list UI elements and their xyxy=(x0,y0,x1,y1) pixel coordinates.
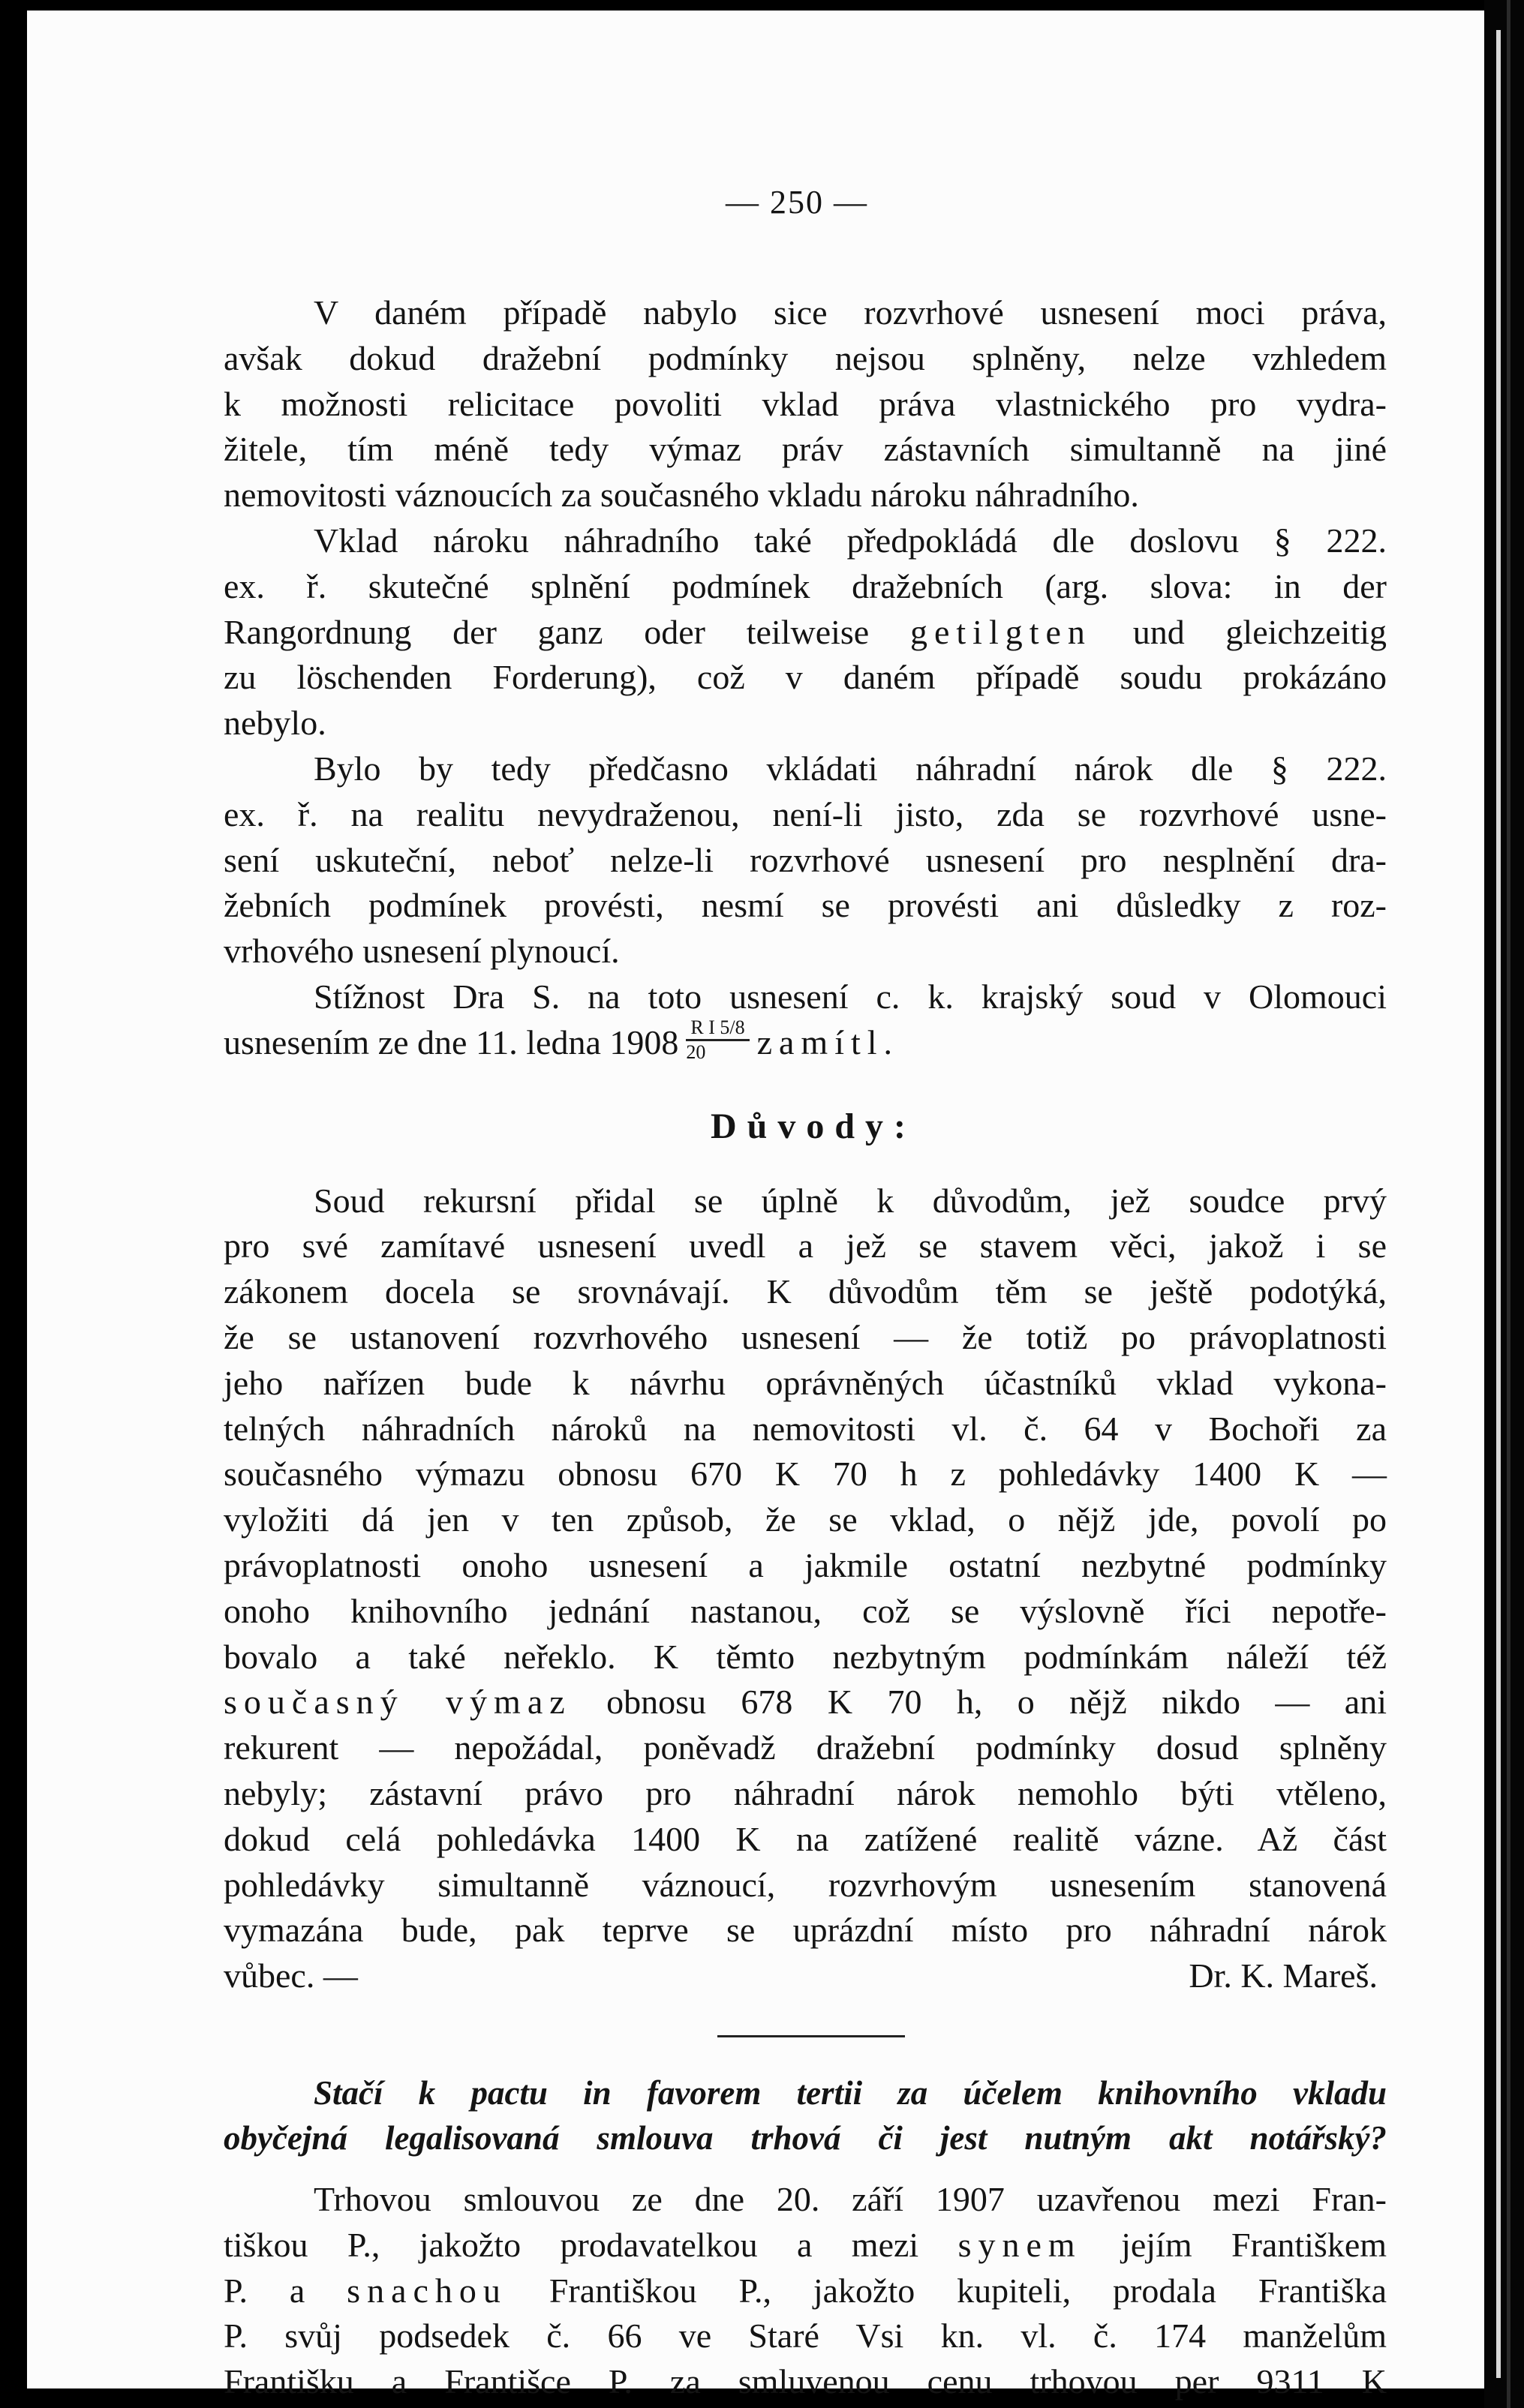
text-line: ex. ř. na realitu nevydraženou, není-li jisto, zda se rozvrhové usne- xyxy=(224,794,1387,833)
spaced-emphasis: současný výmaz xyxy=(224,1683,572,1722)
text-line: současného výmazu obnosu 670 K 70 h z pohledávky 1400 K — xyxy=(224,1455,1387,1494)
text-line: pohledávky simultanně váznoucí, rozvrhovým usnesením stanovená xyxy=(224,1865,1387,1904)
text-line: Stačí k pactu in favorem tertii za účelem knihovního vkladu xyxy=(314,2074,1387,2112)
text-line: nemovitosti váznoucích za současného vkladu nároku náhradního. xyxy=(224,476,1139,515)
spaced-emphasis: synem xyxy=(957,2225,1082,2264)
text-line: nebylo. xyxy=(224,704,326,743)
closing-text: vůbec. — xyxy=(224,1956,358,1995)
text-fragment: tiškou P., jakožto prodavatelkou a mezi xyxy=(224,2225,919,2264)
text-line: P. svůj podsedek č. 66 ve Staré Vsi kn. vl. č. 174 manželům xyxy=(224,2316,1387,2355)
text-line: nebyly; zástavní právo pro náhradní nárok nemohlo býti vtěleno, xyxy=(224,1774,1387,1813)
text-line: avšak dokud dražební podmínky nejsou splněny, nelze vzhledem xyxy=(224,338,1387,377)
text-line: Soud rekursní přidal se úplně k důvodům, jež soudce prvý xyxy=(314,1181,1387,1220)
text-fragment: jejím Františkem xyxy=(1121,2225,1387,2264)
spaced-emphasis: snachou xyxy=(347,2271,507,2310)
text-line: Bylo by tedy předčasno vkládati náhradní nárok dle § 222. xyxy=(314,749,1387,788)
scan-binding-edge xyxy=(1484,0,1524,2408)
text-line: zu löschenden Forderung), což v daném případě soudu prokázáno xyxy=(224,658,1387,697)
text-line: k možnosti relicitace povoliti vklad práva vlastnického pro vydra- xyxy=(224,384,1387,423)
text-line: žitele, tím méně tedy výmaz práv zástavních simultanně na jiné xyxy=(224,430,1387,469)
text-line: telných náhradních nároků na nemovitosti vl. č. 64 v Bochoři za xyxy=(224,1409,1387,1448)
text-line: Trhovou smlouvou ze dne 20. září 1907 uzavřenou mezi Fran- xyxy=(314,2180,1387,2219)
edge-line xyxy=(1496,30,1501,2378)
reasons-paragraph xyxy=(224,1178,1387,1954)
final-paragraph xyxy=(224,2177,1387,2405)
text-line xyxy=(224,2268,1387,2314)
document-page xyxy=(27,11,1484,2401)
signature-row xyxy=(224,1953,1387,1999)
section-heading: Důvody: xyxy=(710,1106,917,1146)
text-line: vyložiti dá jen v ten způsob, že se vklad, o nějž jde, povolí po xyxy=(224,1500,1387,1539)
text-line: zákonem docela se srovnávají. K důvodům těm se ještě podotýká, xyxy=(224,1272,1387,1311)
text-line xyxy=(224,1680,1387,1725)
text-line: Vklad nároku náhradního také předpokládá dle doslovu § 222. xyxy=(314,521,1387,560)
text-line: pro své zamítavé usnesení uvedl a jež se stavem věci, jakož i se xyxy=(224,1227,1387,1266)
text-fragment: obnosu 678 K 70 h, o nějž nikdo — ani xyxy=(606,1683,1387,1722)
text-line xyxy=(224,610,1387,656)
text-fragment: und gleichzeitig xyxy=(1132,612,1387,651)
text-fragment: P. a xyxy=(224,2271,305,2310)
paragraph-4 xyxy=(224,974,1387,1070)
text-fragment: Rangordnung der ganz oder teilweise xyxy=(224,612,870,651)
text-line: rekurent — nepožádal, poněvadž dražební podmínky dosud splněny xyxy=(224,1728,1387,1767)
text-line xyxy=(224,2223,1387,2268)
text-line: dokud celá pohledávka 1400 K na zatížené realitě vázne. Až část xyxy=(224,1819,1387,1858)
text-line: že se ustanovení rozvrhového usnesení — že totiž po právoplatnosti xyxy=(224,1318,1387,1357)
section-divider xyxy=(717,2035,905,2037)
text-line: jeho nařízen bude k návrhu oprávněných účastníků vklad vykona- xyxy=(224,1363,1387,1402)
edge-line xyxy=(1507,0,1510,2408)
text-line: onoho knihovního jednání nastanou, což se výslovně říci nepotře- xyxy=(224,1591,1387,1630)
court-reference-fraction xyxy=(686,1016,749,1064)
text-line: Františku a Františce P. za smluvenou cenu trhovou per 9311 K xyxy=(224,2362,1387,2401)
text-line: sení uskuteční, neboť nelze-li rozvrhové usnesení pro nesplnění dra- xyxy=(224,840,1387,879)
text-fragment: Františkou P., jakožto kupiteli, prodala Františka xyxy=(549,2271,1387,2310)
page-content xyxy=(224,183,1387,2405)
paragraph-2 xyxy=(224,518,1387,746)
text-line: žebních podmínek provésti, nesmí se provésti ani důsledky z roz- xyxy=(224,886,1387,925)
text-line: vymazána bude, pak teprve se uprázdní místo pro náhradní nárok xyxy=(224,1911,1387,1950)
fraction-numerator: R I 5/8 xyxy=(686,1016,749,1041)
text-line: Stížnost Dra S. na toto usnesení c. k. krajský soud v Olomouci xyxy=(314,977,1387,1016)
text-fragment: usnesením ze dne 11. ledna 1908 xyxy=(224,1022,679,1061)
fraction-denominator: 20 xyxy=(686,1040,706,1063)
text-line: V daném případě nabylo sice rozvrhové usnesení moci práva, xyxy=(314,293,1387,332)
spaced-emphasis: zamítl. xyxy=(756,1022,900,1061)
signature: Dr. K. Mareš. xyxy=(1189,1956,1378,1995)
text-line xyxy=(224,1016,1387,1070)
text-line: bovalo a také neřeklo. K těmto nezbytným podmínkám náleží též xyxy=(224,1637,1387,1676)
text-line: obyčejná legalisovaná smlouva trhová či jest nutným akt notářský? xyxy=(224,2119,1387,2157)
spaced-emphasis: getilgten xyxy=(909,612,1092,651)
case-topic-heading xyxy=(224,2070,1387,2160)
page-number: — 250 — xyxy=(726,184,868,221)
paragraph-1 xyxy=(224,290,1387,518)
text-line: ex. ř. skutečné splnění podmínek dražebních (arg. slova: in der xyxy=(224,566,1387,605)
text-line: právoplatnosti onoho usnesení a jakmile ostatní nezbytné podmínky xyxy=(224,1546,1387,1585)
text-line: vrhového usnesení plynoucí. xyxy=(224,932,620,971)
paragraph-3 xyxy=(224,746,1387,974)
